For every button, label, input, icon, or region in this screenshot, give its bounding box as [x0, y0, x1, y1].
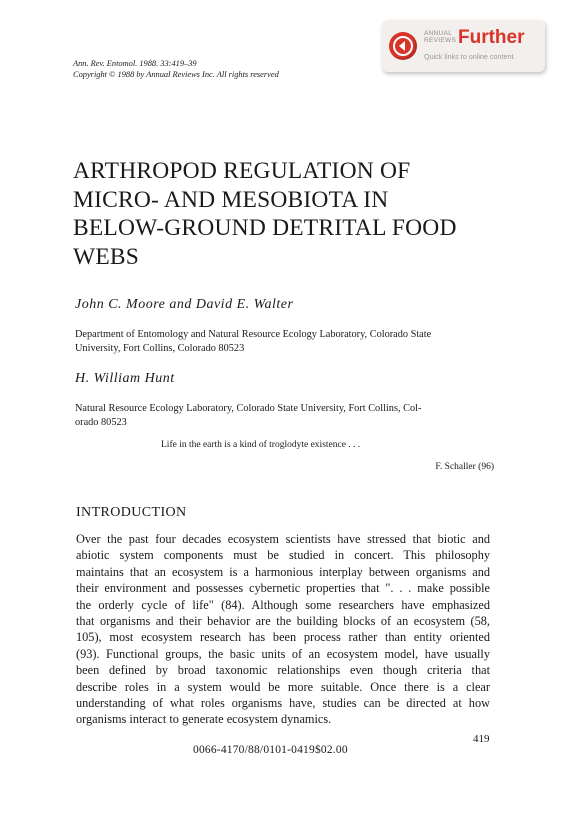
- paragraph-line: describe roles in a system would be more suitable. Once there is a clear: [76, 679, 490, 694]
- badge-subtitle: Quick links to online content: [424, 52, 514, 61]
- primary-affiliation: [75, 328, 495, 355]
- paragraph-line: that organisms and their behavior are the building blocks of an ecosystem (58,: [76, 614, 490, 629]
- paragraph-line: (93). Functional groups, the basic units of an ecosystem model, have usually: [76, 646, 490, 661]
- copyright-line: Copyright © 1988 by Annual Reviews Inc. All rights reserved: [73, 69, 279, 79]
- affiliation-line: orado 80523: [75, 416, 127, 428]
- title-line: ARTHROPOD REGULATION OF: [73, 158, 411, 184]
- paragraph-line: Over the past four decades ecosystem scientists have stressed that biotic and: [76, 532, 490, 546]
- journal-citation-line: Ann. Rev. Entomol. 1988. 33:419–39: [73, 59, 197, 68]
- paragraph-line: the orderly cycle of life" (84). Although some researchers have emphasized: [76, 597, 490, 612]
- article-code: 0066-4170/88/0101-0419$02.00: [193, 744, 348, 756]
- affiliation-line: Natural Resource Ecology Laboratory, Colorado State University, Fort Collins, Col-: [75, 403, 422, 414]
- paragraph-line: organisms interact to generate ecosystem dynamics.: [76, 712, 332, 727]
- paragraph-line: maintains that an ecosystem is a harmonious interplay between organisms and: [76, 564, 490, 579]
- play-icon: [389, 32, 417, 60]
- title-line: WEBS: [73, 243, 140, 270]
- further-links-badge[interactable]: [382, 20, 545, 72]
- article-title: [73, 157, 513, 271]
- title-line: BELOW-GROUND DETRITAL FOOD: [73, 215, 457, 241]
- affiliation-line: University, Fort Collins, Colorado 80523: [75, 342, 245, 354]
- journal-citation: [73, 59, 279, 80]
- secondary-author: H. William Hunt: [75, 371, 175, 386]
- badge-publisher-label: [424, 30, 456, 44]
- epigraph-attribution: F. Schaller (96): [435, 462, 494, 472]
- epigraph-quote: Life in the earth is a kind of troglodyte existence . . .: [161, 440, 361, 450]
- title-line: MICRO- AND MESOBIOTA IN: [73, 186, 389, 213]
- badge-reviews-text: REVIEWS: [424, 37, 457, 45]
- paragraph-line: abiotic system components must be studied in concert. This philosophy: [76, 548, 490, 563]
- section-heading: INTRODUCTION: [76, 505, 187, 520]
- page-number: 419: [473, 733, 490, 745]
- affiliation-line: Department of Entomology and Natural Resource Ecology Laboratory, Colorado State: [75, 329, 432, 340]
- paragraph-line: 105), most ecosystem research has been process rather than entity oriented: [76, 630, 490, 645]
- paragraph-line: understanding of what roles organisms have, studies can be directed at how: [76, 696, 490, 711]
- paragraph-line: been defined by broad taxonomic relationships even though criteria that: [76, 663, 490, 678]
- badge-annual-text: ANNUAL: [424, 30, 453, 37]
- badge-further-text: Further: [458, 27, 525, 48]
- primary-authors: John C. Moore and David E. Walter: [75, 297, 294, 312]
- secondary-affiliation: [75, 402, 495, 429]
- paragraph-line: their environment and possesses cybernetic properties that ". . . make possible: [76, 581, 490, 596]
- introduction-paragraph: [76, 531, 490, 728]
